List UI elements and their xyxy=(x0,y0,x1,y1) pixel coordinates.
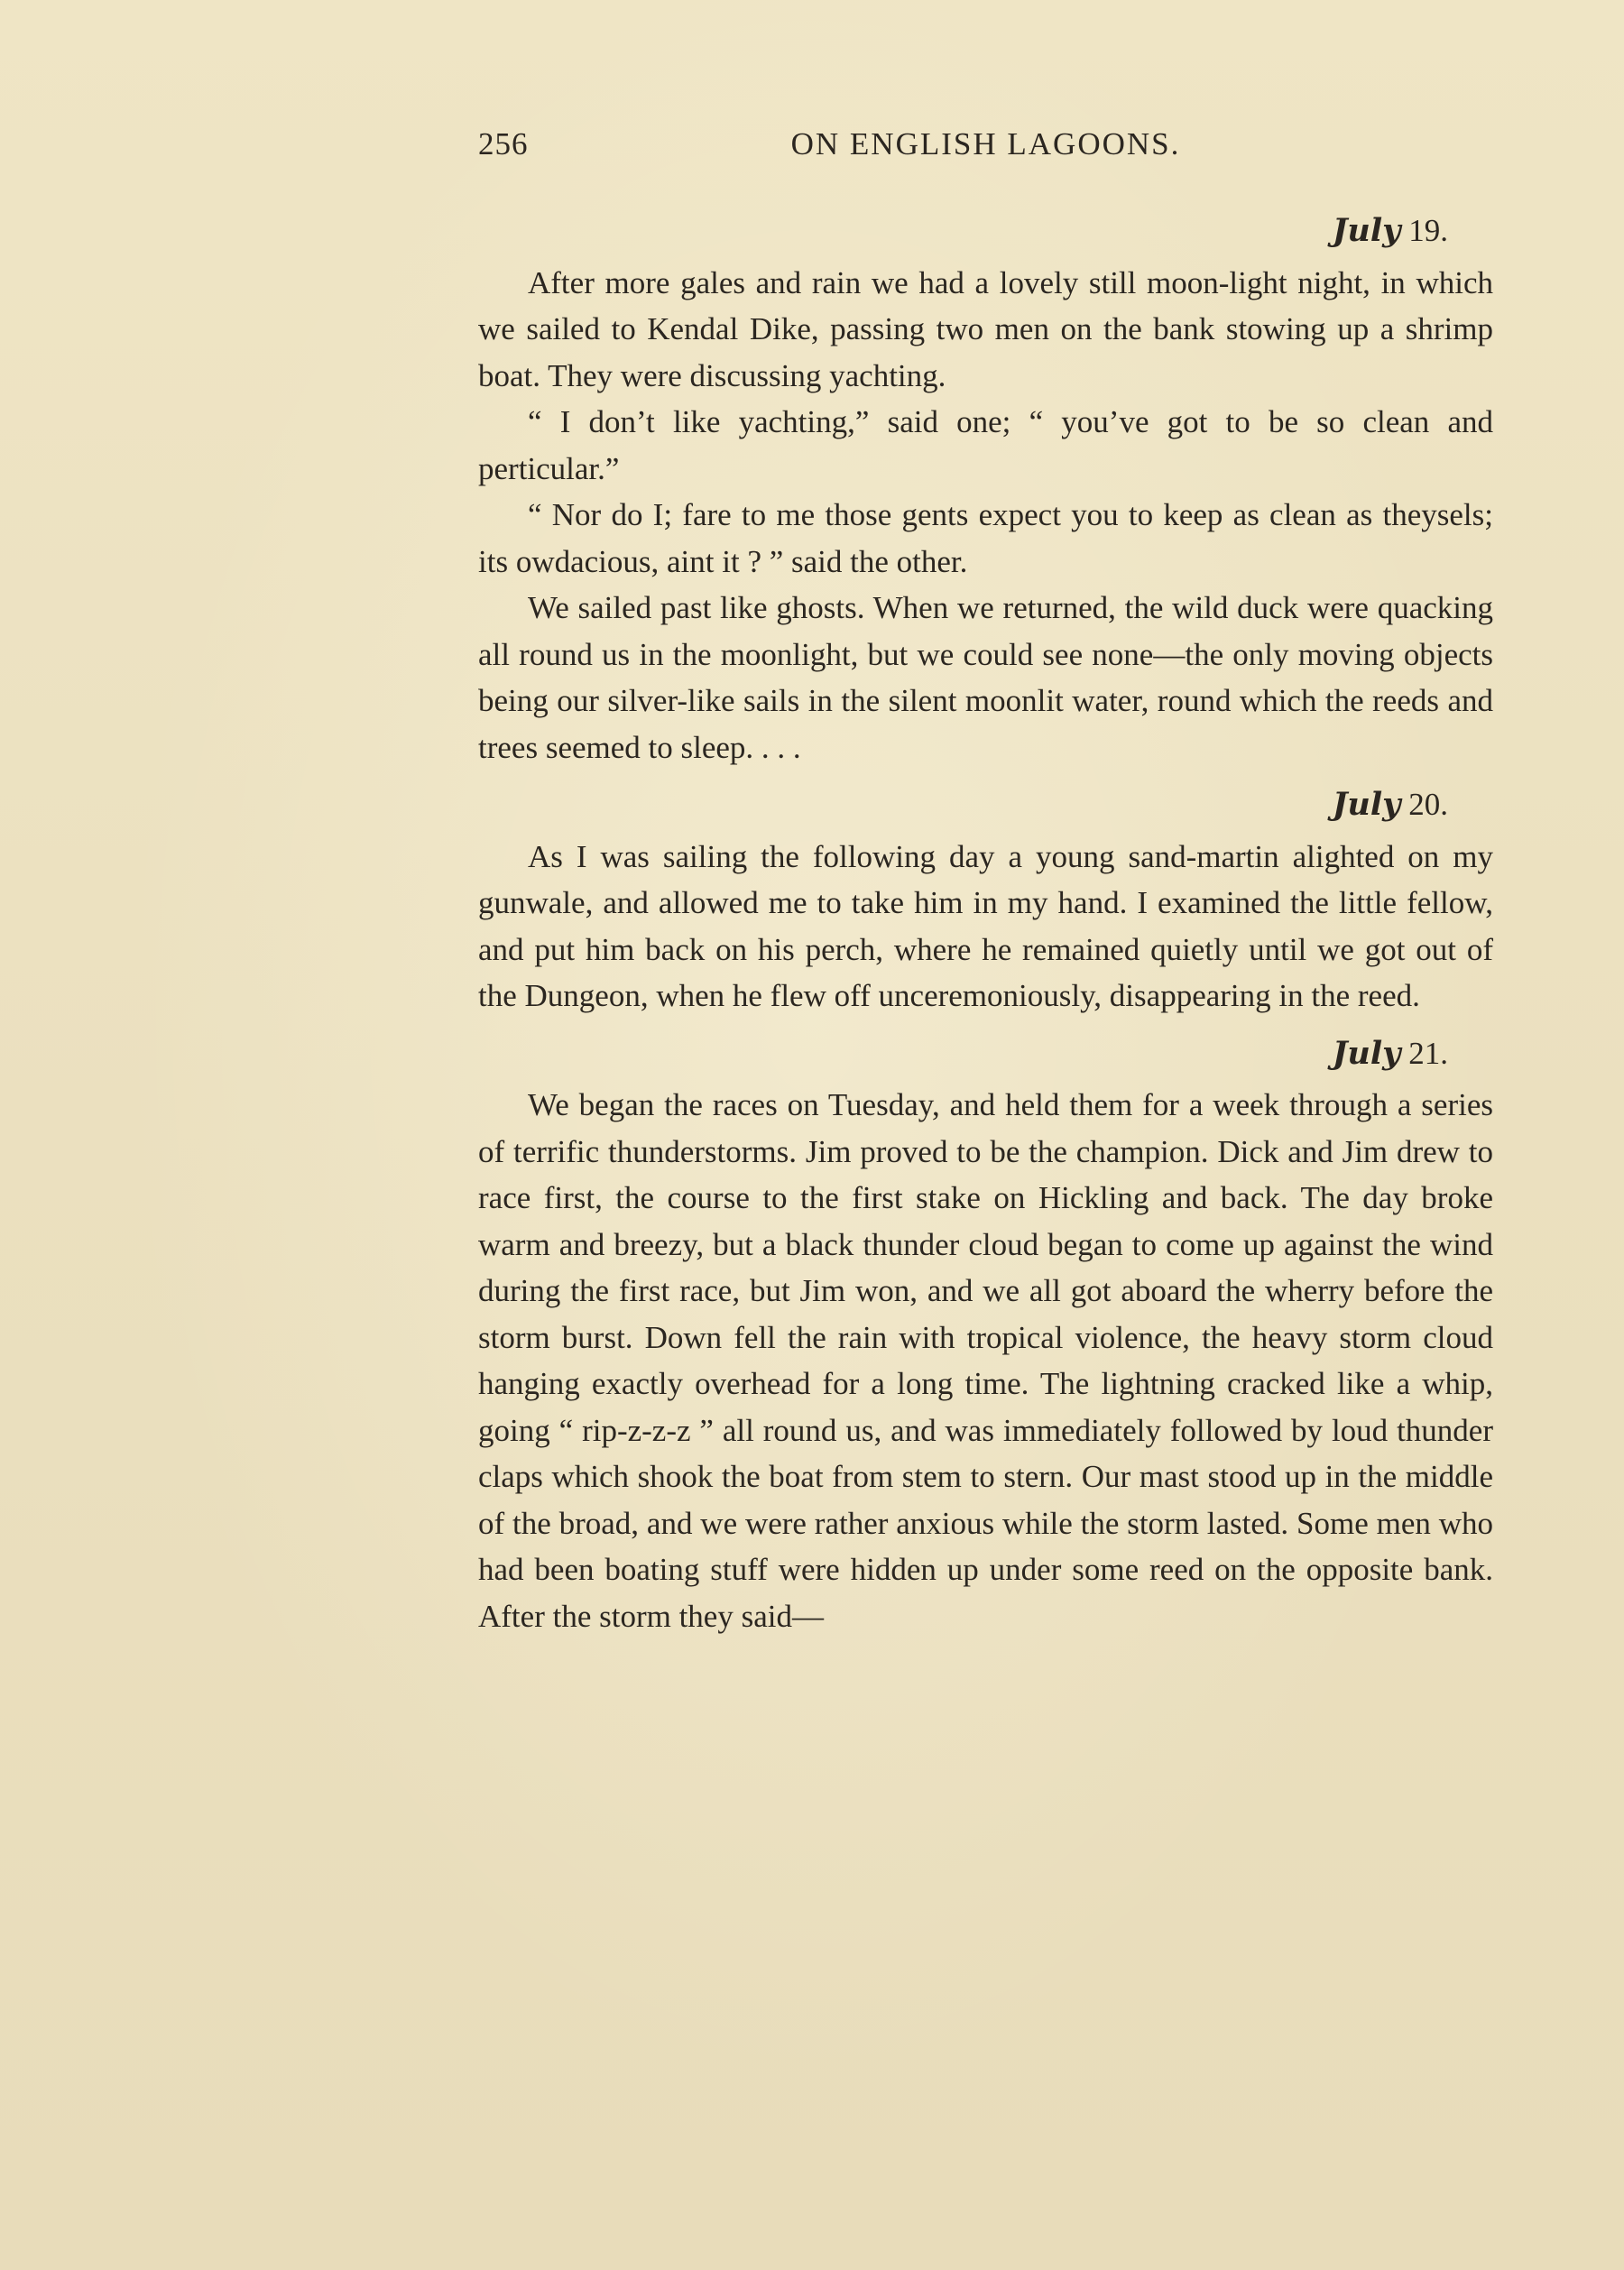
body-text xyxy=(478,208,1493,1639)
date-month: July xyxy=(1332,212,1401,249)
entry-date-july-21 xyxy=(478,1030,1493,1077)
date-day: 20. xyxy=(1408,787,1448,822)
paragraph: We began the races on Tuesday, and held them for a week through a series of terrific thunderstorms. Jim proved to be the champion. Dick and Jim drew to race first, the course to the first stake on Hickling and back. The day broke warm and breezy, but a black thunder cloud began to come up against the wind during the first race, but Jim won, and we all got aboard the wherry before the storm burst. Down fell the rain with tropical violence, the heavy storm cloud hanging exactly overhead for a long time. The lightning cracked like a whip, going “ rip-z-z-z ” all round us, and was immediately followed by loud thunder claps which shook the boat from stem to stern. Our mast stood up in the middle of the broad, and we were rather anxious while the storm lasted. Some men who had been boating stuff were hidden up under some reed on the opposite bank. After the storm they said— xyxy=(478,1087,1493,1634)
date-month: July xyxy=(1332,1034,1401,1072)
entry-date-july-20 xyxy=(478,781,1493,828)
page-number: 256 xyxy=(478,126,529,161)
paragraph: “ I don’t like yachting,” said one; “ you’ve got to be so clean and perticular.” xyxy=(478,404,1493,486)
date-month: July xyxy=(1332,786,1401,823)
paragraph: We sailed past like ghosts. When we returned, the wild duck were quacking all round us in the moonlight, but we could see none—the only moving objects being our silver-like sails in the silent moonlit water, round which the reeds and trees seemed to sleep. . . . xyxy=(478,590,1493,765)
date-day: 21. xyxy=(1408,1035,1448,1071)
entry-date-july-19 xyxy=(478,208,1493,254)
date-day: 19. xyxy=(1408,213,1448,248)
paragraph: After more gales and rain we had a lovely still moon-light night, in which we sailed to Kendal Dike, passing two men on the bank stowing up a shrimp boat. They were discussing yachting. xyxy=(478,264,1493,393)
running-title: ON ENGLISH LAGOONS. xyxy=(790,126,1181,161)
paragraph: As I was sailing the following day a young sand-martin alighted on my gunwale, and allowed me to take him in my hand. I examined the little fellow, and put him back on his perch, where he remained quietly until we got out of the Dungeon, when he flew off unceremoniously, disappearing in the reed. xyxy=(478,838,1493,1013)
paragraph: “ Nor do I; fare to me those gents expect you to keep as clean as theysels; its owdacious, aint it ? ” said the other. xyxy=(478,497,1493,579)
running-header xyxy=(478,126,1493,180)
